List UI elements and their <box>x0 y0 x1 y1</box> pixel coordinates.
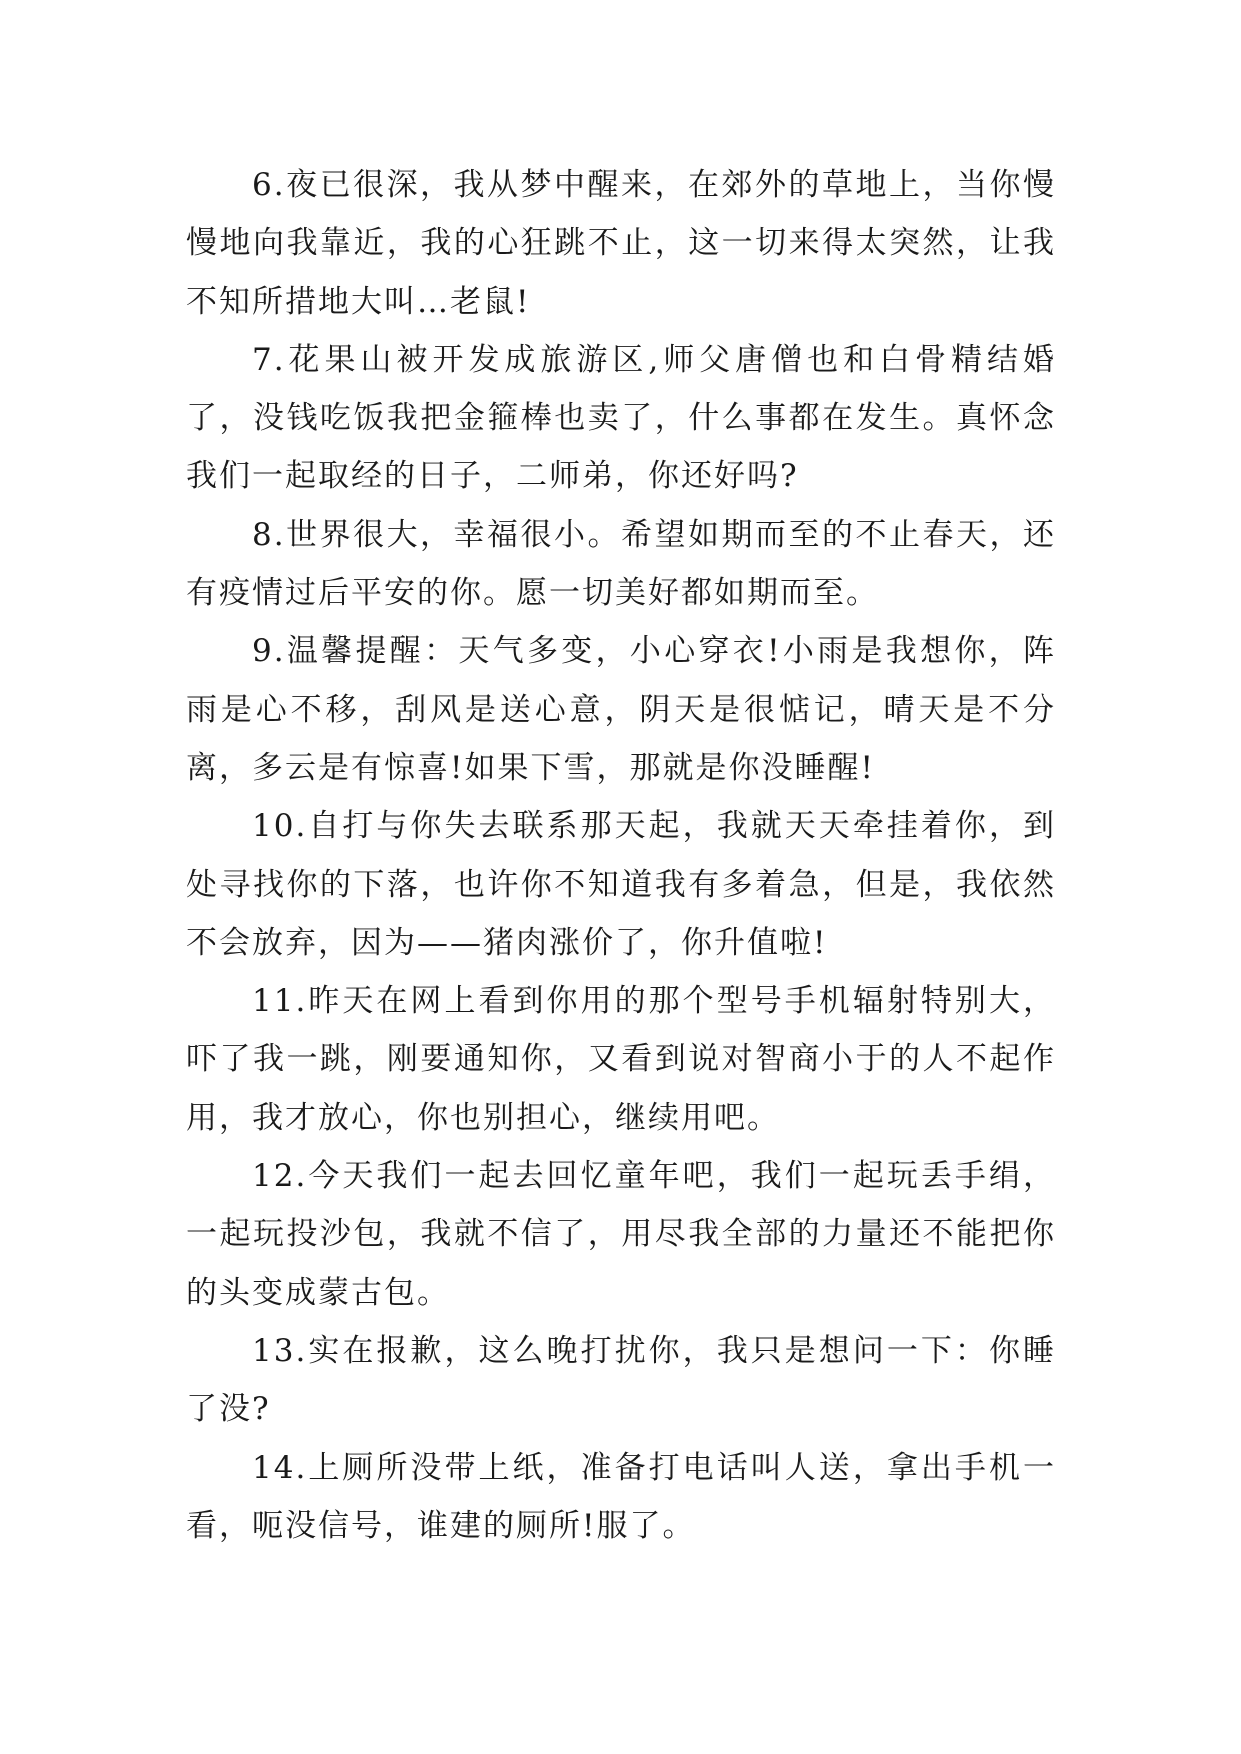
paragraph-10: 10.自打与你失去联系那天起，我就天天牵挂着你，到处寻找你的下落，也许你不知道我有多着急，但是，我依然不会放弃，因为——猪肉涨价了，你升值啦! <box>186 808 1056 961</box>
paragraph-14: 14.上厕所没带上纸，准备打电话叫人送，拿出手机一看，呃没信号，谁建的厕所!服了。 <box>186 1449 1056 1544</box>
paragraph-12: 12.今天我们一起去回忆童年吧，我们一起玩丢手绢，一起玩投沙包，我就不信了，用尽我全部的力量还不能把你的头变成蒙古包。 <box>186 1158 1056 1311</box>
paragraph-13: 13.实在报歉，这么晚打扰你，我只是想问一下：你睡了没? <box>186 1332 1056 1428</box>
paragraph-11: 11.昨天在网上看到你用的那个型号手机辐射特别大，吓了我一跳，刚要通知你，又看到说对智商小于的人不起作用，我才放心，你也别担心，继续用吧。 <box>186 983 1056 1136</box>
paragraph-9: 9.温馨提醒：天气多变，小心穿衣!小雨是我想你，阵雨是心不移，刮风是送心意，阴天是很惦记，晴天是不分离，多云是有惊喜!如果下雪，那就是你没睡醒! <box>186 633 1056 786</box>
paragraph-8: 8.世界很大，幸福很小。希望如期而至的不止春天，还有疫情过后平安的你。愿一切美好都如期而至。 <box>186 516 1056 612</box>
paragraph-6: 6.夜已很深，我从梦中醒来，在郊外的草地上，当你慢慢地向我靠近，我的心狂跳不止，这一切来得太突然，让我不知所措地大叫…老鼠! <box>186 167 1056 320</box>
document-body <box>186 156 1056 1555</box>
paragraph-7: 7.花果山被开发成旅游区,师父唐僧也和白骨精结婚了，没钱吃饭我把金箍棒也卖了，什么事都在发生。真怀念我们一起取经的日子，二师弟，你还好吗? <box>186 341 1056 495</box>
